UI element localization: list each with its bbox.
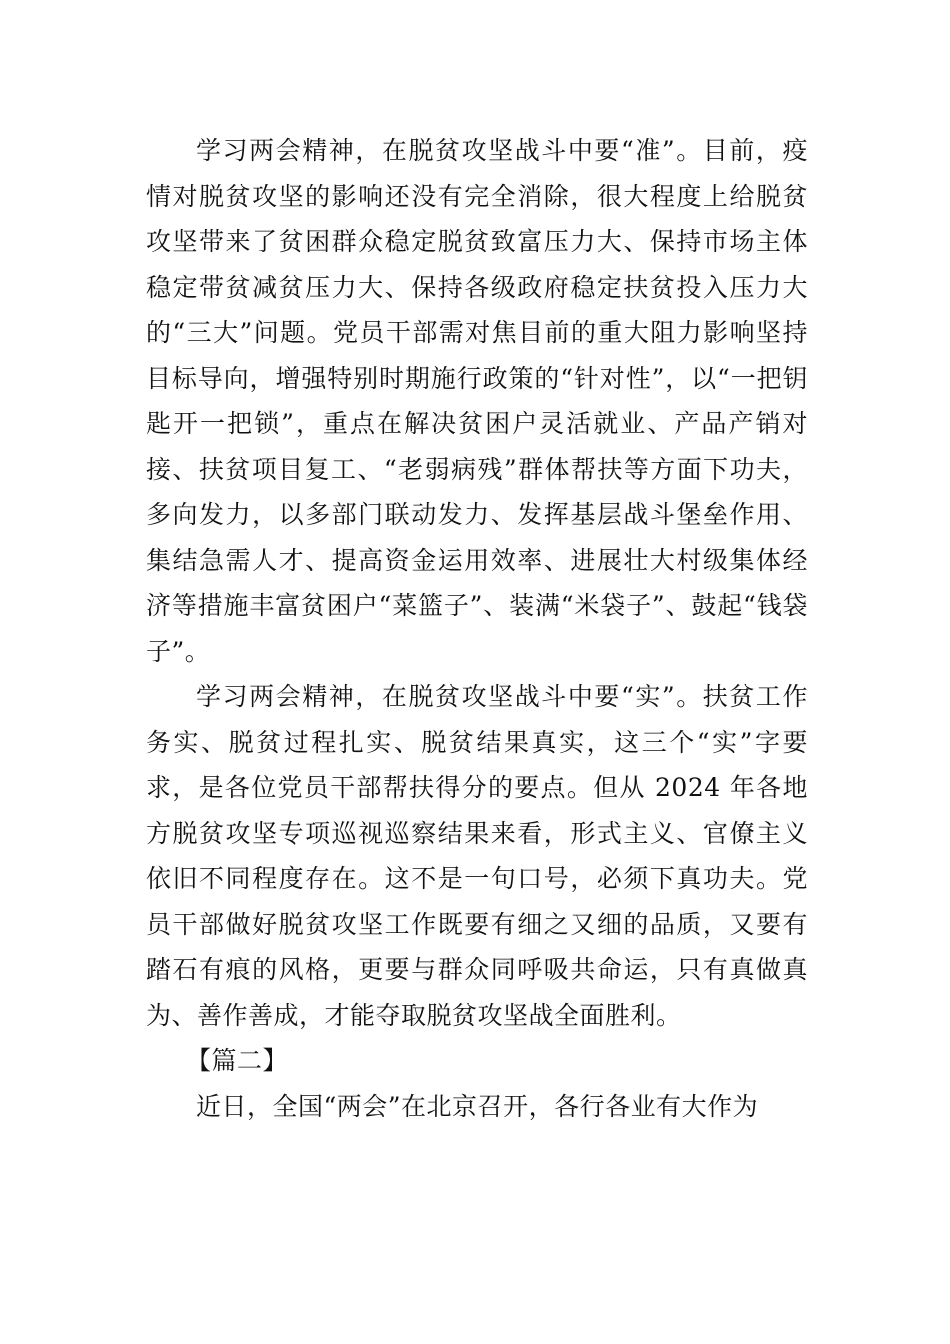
paragraph-shi: 学习两会精神，在脱贫攻坚战斗中要“实”。扶贫工作务实、脱贫过程扎实、脱贫结果真实，这三个“实”字要求，是各位党员干部帮扶得分的要点。但从 2024 年各地方脱贫攻坚专项巡视巡察结果来看，形式主义、官僚主义依旧不同程度存在。这不是一句口号，必须下真功夫。党员干部做好脱贫攻坚工作既要有细之又细的品质，又要有踏石有痕的风格，更要与群众同呼吸共命运，只有真做真为、善作善成，才能夺取脱贫攻坚战全面胜利。 xyxy=(146,682,808,1030)
document-body xyxy=(146,128,808,1129)
paragraph-zhun: 学习两会精神，在脱贫攻坚战斗中要“准”。目前，疫情对脱贫攻坚的影响还没有完全消除，很大程度上给脱贫攻坚带来了贫困群众稳定脱贫致富压力大、保持市场主体稳定带贫减贫压力大、保持各级政府稳定扶贫投入压力大的“三大”问题。党员干部需对焦目前的重大阻力影响坚持目标导向，增强特别时期施行政策的“针对性”，以“一把钥匙开一把锁”，重点在解决贫困户灵活就业、产品产销对接、扶贫项目复工、“老弱病残”群体帮扶等方面下功夫，多向发力，以多部门联动发力、发挥基层战斗堡垒作用、集结急需人才、提高资金运用效率、进展壮大村级集体经济等措施丰富贫困户“菜篮子”、装满“米袋子”、鼓起“钱袋子”。 xyxy=(146,136,808,666)
paragraph-intro: 近日，全国“两会”在北京召开，各行各业有大作为 xyxy=(196,1091,759,1121)
section-title: 【篇二】 xyxy=(186,1046,289,1075)
